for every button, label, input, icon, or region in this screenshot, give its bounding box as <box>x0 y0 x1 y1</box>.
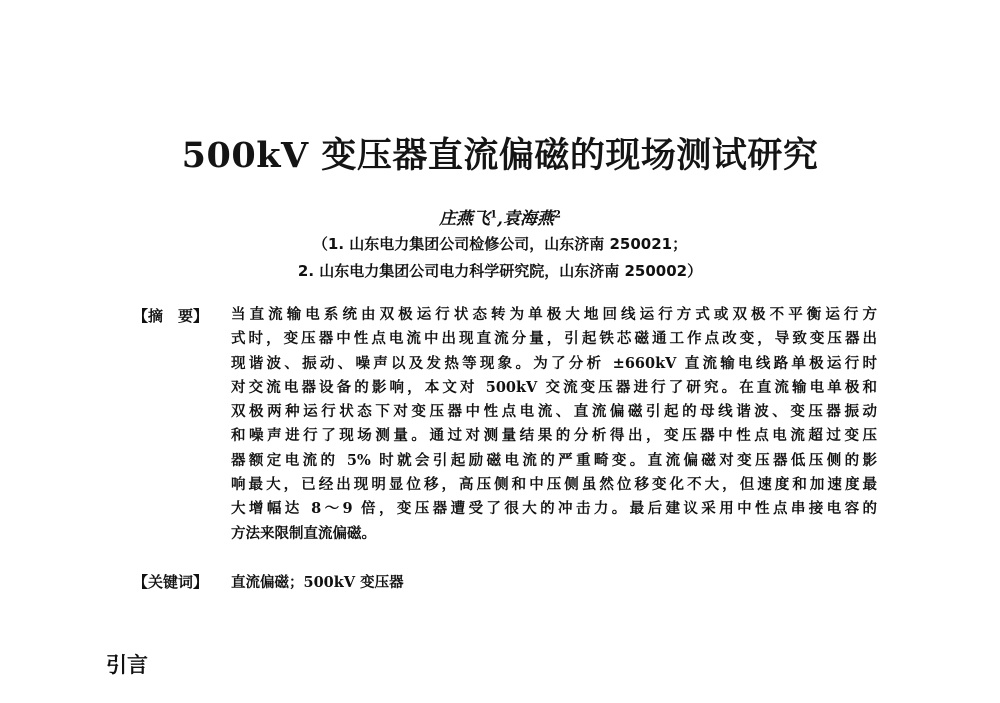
affiliation-mark: 2 <box>553 209 561 221</box>
author-name: 庄燕飞 <box>439 209 491 229</box>
affiliation-line: 2. 山东电力集团公司电力科学研究院，山东济南 250002） <box>297 262 703 280</box>
author-name: 袁海燕 <box>502 209 554 229</box>
author-separator: , <box>497 209 503 229</box>
abstract-line: 方法来限制直流偏磁。 <box>231 524 376 542</box>
paper-title: 500kV 变压器直流偏磁的现场测试研究 <box>181 135 819 176</box>
keywords-value: 直流偏磁；500kV 变压器 <box>231 574 404 591</box>
abstract-label: 【摘 要】 <box>133 307 209 325</box>
abstract-line: 双极两种运行状态下对变压器中性点电流、直流偏磁引起的母线谐波、变压器振动 <box>231 403 877 421</box>
abstract-line: 对交流电器设备的影响，本文对 500kV 交流变压器进行了研究。在直流输电单极和 <box>231 378 877 396</box>
section-heading: 引言 <box>106 653 148 677</box>
abstract-line: 和噪声进行了现场测量。通过对测量结果的分析得出，变压器中性点电流超过变压 <box>231 427 877 445</box>
affiliation-mark: 1 <box>490 209 498 221</box>
abstract-line: 式时，变压器中性点电流中出现直流分量，引起铁芯磁通工作点改变，导致变压器出 <box>231 330 877 348</box>
abstract-line: 大增幅达 8～9 倍，变压器遭受了很大的冲击力。最后建议采用中性点串接电容的 <box>231 500 877 518</box>
affiliation-line: （1. 山东电力集团公司检修公司，山东济南 250021； <box>312 235 688 253</box>
keywords-label: 【关键词】 <box>133 573 209 591</box>
abstract-line: 响最大，已经出现明显位移，高压侧和中压侧虽然位移变化不大，但速度和加速度最 <box>231 476 877 494</box>
abstract-body <box>231 303 877 546</box>
abstract-line: 器额定电流的 5% 时就会引起励磁电流的严重畸变。直流偏磁对变压器低压侧的影 <box>231 451 877 469</box>
abstract-line: 现谐波、振动、噪声以及发热等现象。为了分析 ±660kV 直流输电线路单极运行时 <box>231 354 877 372</box>
abstract-line: 当直流输电系统由双极运行状态转为单极大地回线运行方式或双极不平衡运行方 <box>231 306 877 323</box>
author-line <box>0 204 1000 229</box>
